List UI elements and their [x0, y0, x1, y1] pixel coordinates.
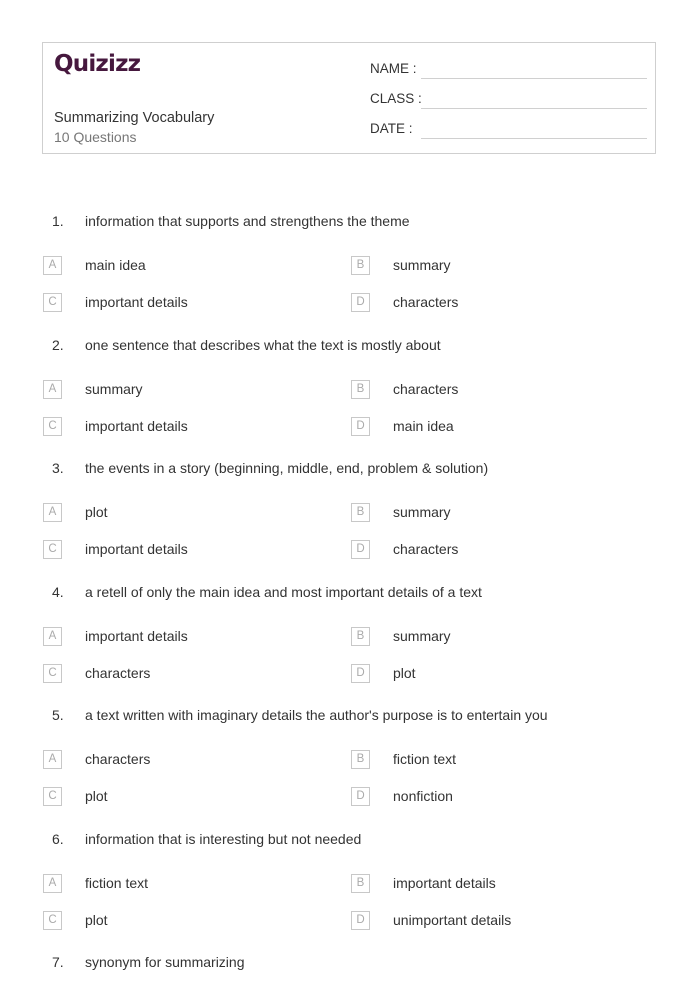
option-letter-box: C: [43, 417, 62, 436]
answer-option[interactable]: [43, 503, 333, 525]
option-text: summary: [393, 628, 451, 644]
name-field[interactable]: [421, 78, 647, 79]
answer-option[interactable]: [351, 627, 641, 649]
question-text: one sentence that describes what the text is mostly about: [85, 337, 441, 353]
option-letter-box: B: [351, 750, 370, 769]
question-text: synonym for summarizing: [85, 954, 245, 970]
answer-option[interactable]: [351, 380, 641, 402]
option-letter-box: D: [351, 664, 370, 683]
option-text: fiction text: [393, 751, 457, 767]
option-text: important details: [85, 628, 188, 644]
answer-option[interactable]: [43, 256, 333, 278]
question-number: 6.: [52, 831, 64, 847]
option-letter-box: B: [351, 380, 370, 399]
answer-option[interactable]: [43, 540, 333, 562]
question-2: [0, 335, 700, 357]
option-letter-box: B: [351, 503, 370, 522]
answer-option[interactable]: [351, 293, 641, 315]
question-number: 3.: [52, 460, 64, 476]
question-number: 7.: [52, 954, 64, 970]
option-text: plot: [85, 912, 108, 928]
option-text: summary: [393, 504, 451, 520]
question-number: 2.: [52, 337, 64, 353]
answer-option[interactable]: [351, 874, 641, 896]
option-text: fiction text: [85, 875, 149, 891]
option-text: summary: [393, 257, 451, 273]
class-label: CLASS :: [370, 91, 422, 106]
question-text: information that supports and strengthens the theme: [85, 213, 410, 229]
question-3: [0, 458, 700, 480]
answer-option[interactable]: [351, 750, 641, 772]
option-text: main idea: [393, 418, 454, 434]
option-text: important details: [85, 418, 188, 434]
question-1: [0, 211, 700, 233]
answer-option[interactable]: [351, 540, 641, 562]
answer-option[interactable]: [43, 417, 333, 439]
name-label: NAME :: [370, 61, 417, 76]
answer-option[interactable]: [351, 256, 641, 278]
answer-option[interactable]: [43, 380, 333, 402]
question-7: [0, 952, 700, 974]
option-letter-box: D: [351, 540, 370, 559]
option-letter-box: D: [351, 417, 370, 436]
question-number: 1.: [52, 213, 64, 229]
answer-option[interactable]: [43, 911, 333, 933]
option-letter-box: C: [43, 540, 62, 559]
option-text: characters: [85, 751, 151, 767]
option-letter-box: D: [351, 787, 370, 806]
option-letter-box: B: [351, 256, 370, 275]
answer-option[interactable]: [43, 874, 333, 896]
option-text: summary: [85, 381, 143, 397]
option-text: plot: [393, 665, 416, 681]
worksheet-header: [42, 42, 656, 154]
option-letter-box: A: [43, 750, 62, 769]
option-text: characters: [393, 294, 459, 310]
option-text: important details: [85, 541, 188, 557]
option-text: important details: [393, 875, 496, 891]
option-letter-box: A: [43, 380, 62, 399]
option-text: important details: [85, 294, 188, 310]
question-text: a text written with imaginary details the author's purpose is to entertain you: [85, 707, 548, 723]
answer-option[interactable]: [43, 293, 333, 315]
worksheet-title: Summarizing Vocabulary: [54, 110, 215, 126]
question-number: 4.: [52, 584, 64, 600]
option-letter-box: C: [43, 911, 62, 930]
answer-option[interactable]: [43, 627, 333, 649]
option-text: unimportant details: [393, 912, 512, 928]
option-letter-box: C: [43, 787, 62, 806]
question-text: information that is interesting but not needed: [85, 831, 362, 847]
class-field[interactable]: [421, 108, 647, 109]
answer-option[interactable]: [351, 664, 641, 686]
option-text: plot: [85, 788, 108, 804]
answer-option[interactable]: [351, 503, 641, 525]
date-field[interactable]: [421, 138, 647, 139]
answer-option[interactable]: [351, 911, 641, 933]
option-letter-box: B: [351, 874, 370, 893]
option-letter-box: D: [351, 911, 370, 930]
option-text: plot: [85, 504, 108, 520]
answer-option[interactable]: [351, 417, 641, 439]
option-text: main idea: [85, 257, 146, 273]
option-letter-box: A: [43, 627, 62, 646]
option-letter-box: D: [351, 293, 370, 312]
option-text: nonfiction: [393, 788, 453, 804]
option-letter-box: B: [351, 627, 370, 646]
option-letter-box: A: [43, 503, 62, 522]
answer-option[interactable]: [43, 787, 333, 809]
question-text: the events in a story (beginning, middle, end, problem & solution): [85, 460, 489, 476]
question-4: [0, 582, 700, 604]
quizizz-logo: Quizizz: [54, 51, 141, 77]
option-letter-box: C: [43, 664, 62, 683]
question-5: [0, 705, 700, 727]
option-text: characters: [85, 665, 151, 681]
answer-option[interactable]: [351, 787, 641, 809]
question-text: a retell of only the main idea and most important details of a text: [85, 584, 482, 600]
option-letter-box: C: [43, 293, 62, 312]
question-number: 5.: [52, 707, 64, 723]
answer-option[interactable]: [43, 750, 333, 772]
option-text: characters: [393, 541, 459, 557]
option-letter-box: A: [43, 874, 62, 893]
option-letter-box: A: [43, 256, 62, 275]
date-label: DATE :: [370, 121, 413, 136]
answer-option[interactable]: [43, 664, 333, 686]
question-count: 10 Questions: [54, 129, 137, 145]
question-6: [0, 829, 700, 851]
option-text: characters: [393, 381, 459, 397]
